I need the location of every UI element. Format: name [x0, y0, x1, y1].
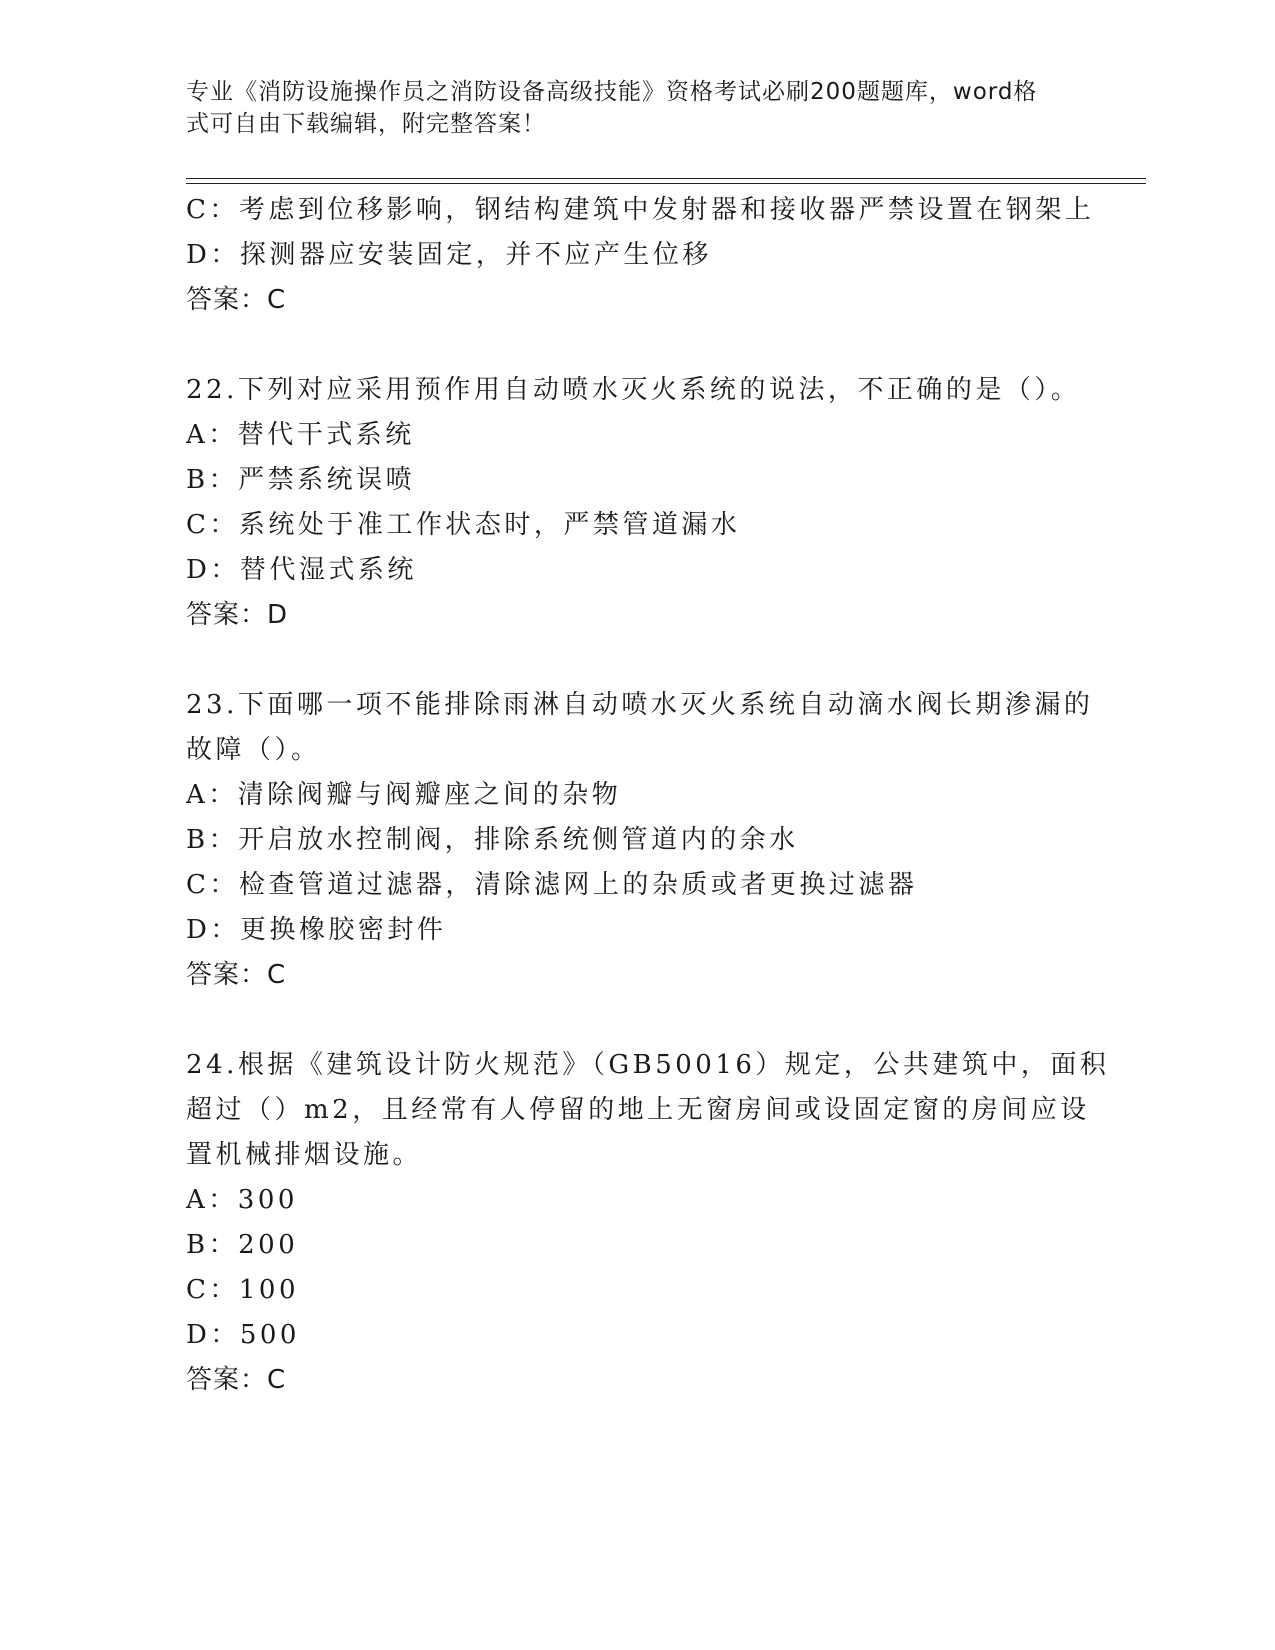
option: C：考虑到位移影响，钢结构建筑中发射器和接收器严禁设置在钢架上: [186, 195, 1095, 225]
option: B：200: [186, 1230, 299, 1260]
option: B：严禁系统误喷: [186, 465, 416, 495]
question-stem: 23.下面哪一项不能排除雨淋自动喷水灭火系统自动滴水阀长期渗漏的: [186, 690, 1094, 720]
question-stem: 超过（）m2，且经常有人停留的地上无窗房间或设固定窗的房间应设: [186, 1095, 1090, 1125]
answer: 答案：D: [186, 600, 289, 630]
header-line: 式可自由下载编辑，附完整答案！: [186, 111, 546, 137]
question-list: [186, 188, 1110, 1403]
answer: 答案：C: [186, 285, 287, 315]
header-divider: [186, 178, 1146, 179]
option: A：300: [186, 1185, 298, 1215]
answer: 答案：C: [186, 1365, 287, 1395]
option: C：检查管道过滤器，清除滤网上的杂质或者更换过滤器: [186, 870, 918, 900]
option: B：开启放水控制阀，排除系统侧管道内的余水: [186, 825, 799, 855]
question-23: [186, 683, 1094, 998]
option: C：100: [186, 1275, 300, 1305]
header-line: 专业《消防设施操作员之消防设备高级技能》资格考试必刷200题题库，word格: [186, 79, 1038, 105]
header-divider: [186, 183, 1146, 184]
option: A：清除阀瓣与阀瓣座之间的杂物: [186, 780, 622, 810]
question-stem: 22.下列对应采用预作用自动喷水灭火系统的说法，不正确的是（）。: [186, 375, 1081, 405]
option: D：500: [186, 1320, 300, 1350]
option: D：替代湿式系统: [186, 555, 417, 585]
page-header: [186, 76, 1066, 140]
option: D：探测器应安装固定，并不应产生位移: [186, 240, 712, 270]
question-22: [186, 368, 1086, 638]
answer: 答案：C: [186, 960, 287, 990]
question-stem: 故障（）。: [186, 735, 321, 765]
option: A：替代干式系统: [186, 420, 415, 450]
question-continued: [186, 188, 1095, 323]
question-stem: 置机械排烟设施。: [186, 1140, 423, 1170]
option: C：系统处于准工作状态时，严禁管道漏水: [186, 510, 741, 540]
question-24: [186, 1043, 1110, 1403]
question-stem: 24.根据《建筑设计防火规范》（GB50016）规定，公共建筑中，面积: [186, 1050, 1110, 1080]
option: D：更换橡胶密封件: [186, 915, 447, 945]
